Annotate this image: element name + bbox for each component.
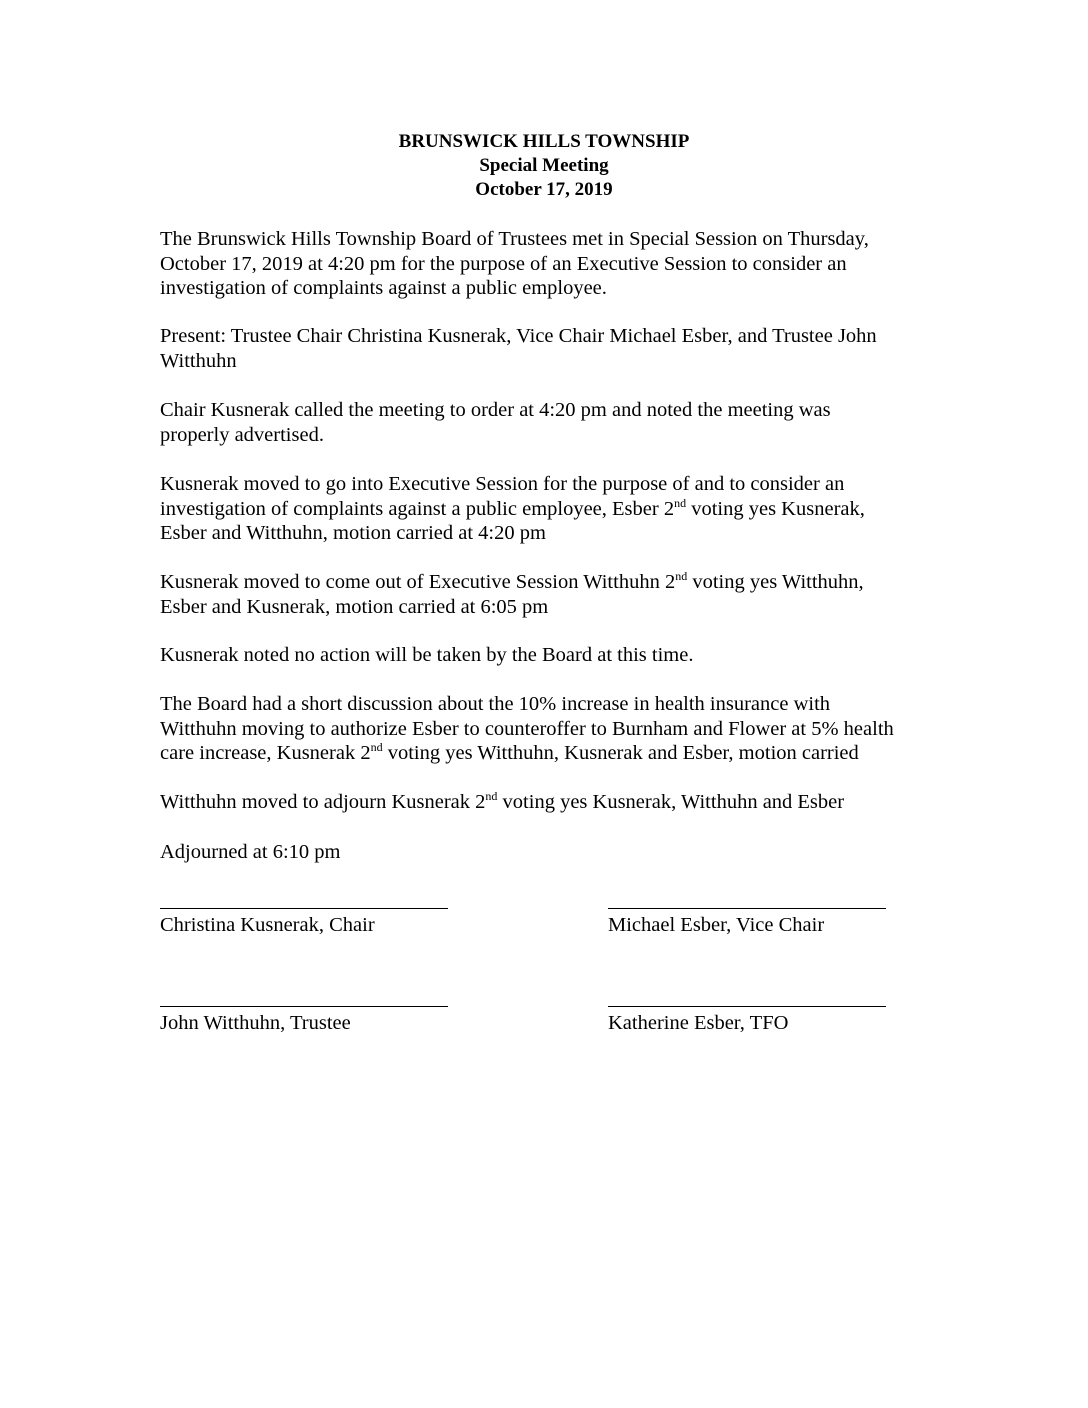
- signature-name: Michael Esber, Vice Chair: [608, 914, 825, 936]
- document-header: [0, 130, 1088, 202]
- township-title: BRUNSWICK HILLS TOWNSHIP: [398, 131, 690, 152]
- signature-block-trustee: [160, 1006, 448, 1035]
- signature-line: [160, 908, 448, 909]
- text-line: Witthuhn moving to authorize Esber to counteroffer to Burnham and Flower at 5% health: [160, 717, 894, 740]
- text-line: October 17, 2019 at 4:20 pm for the purpose of an Executive Session to consider an: [160, 252, 847, 275]
- text-line: Witthuhn: [160, 349, 237, 372]
- meeting-type: Special Meeting: [479, 155, 609, 176]
- text-line: investigation of complaints against a public employee, Esber 2nd voting yes Kusnerak,: [160, 495, 865, 520]
- text-line: Chair Kusnerak called the meeting to order at 4:20 pm and noted the meeting was: [160, 399, 831, 421]
- meeting-date: October 17, 2019: [475, 179, 613, 200]
- text-line: investigation of complaints against a public employee.: [160, 277, 607, 299]
- text-line: Kusnerak noted no action will be taken by the Board at this time.: [160, 644, 694, 666]
- exit-session-motion-paragraph: [160, 570, 950, 619]
- call-to-order-paragraph: [160, 398, 950, 447]
- adjourn-motion-paragraph: [160, 790, 950, 815]
- executive-session-motion-paragraph: [160, 472, 950, 546]
- intro-paragraph: [160, 227, 950, 301]
- text-line: Witthuhn moved to adjourn Kusnerak 2nd voting yes Kusnerak, Witthuhn and Esber: [160, 789, 845, 813]
- no-action-paragraph: [160, 643, 950, 668]
- text-line: Esber and Kusnerak, motion carried at 6:05 pm: [160, 595, 549, 618]
- text-line: Adjourned at 6:10 pm: [160, 841, 341, 863]
- signature-line: [160, 1006, 448, 1007]
- text-line: The Brunswick Hills Township Board of Trustees met in Special Session on Thursday,: [160, 228, 869, 250]
- text-line: Esber and Witthuhn, motion carried at 4:20 pm: [160, 522, 546, 544]
- signature-block-chair: [160, 908, 448, 937]
- text-line: care increase, Kusnerak 2nd voting yes Witthuhn, Kusnerak and Esber, motion carried: [160, 740, 859, 764]
- signature-line: [608, 908, 886, 909]
- signature-block-tfo: [608, 1006, 886, 1035]
- signature-name: Christina Kusnerak, Chair: [160, 914, 375, 936]
- signature-name: John Witthuhn, Trustee: [160, 1012, 351, 1034]
- signature-block-vice-chair: [608, 908, 886, 937]
- text-line: Kusnerak moved to go into Executive Session for the purpose of and to consider an: [160, 473, 845, 495]
- text-line: The Board had a short discussion about the 10% increase in health insurance with: [160, 693, 831, 715]
- adjourned-paragraph: [160, 840, 950, 865]
- health-insurance-paragraph: [160, 692, 950, 766]
- text-line: properly advertised.: [160, 423, 324, 446]
- text-line: Present: Trustee Chair Christina Kusnerak, Vice Chair Michael Esber, and Trustee John: [160, 325, 877, 347]
- present-paragraph: [160, 324, 950, 373]
- signature-name: Katherine Esber, TFO: [608, 1012, 789, 1034]
- text-line: Kusnerak moved to come out of Executive Session Witthuhn 2nd voting yes Witthuhn,: [160, 569, 864, 593]
- signature-line: [608, 1006, 886, 1007]
